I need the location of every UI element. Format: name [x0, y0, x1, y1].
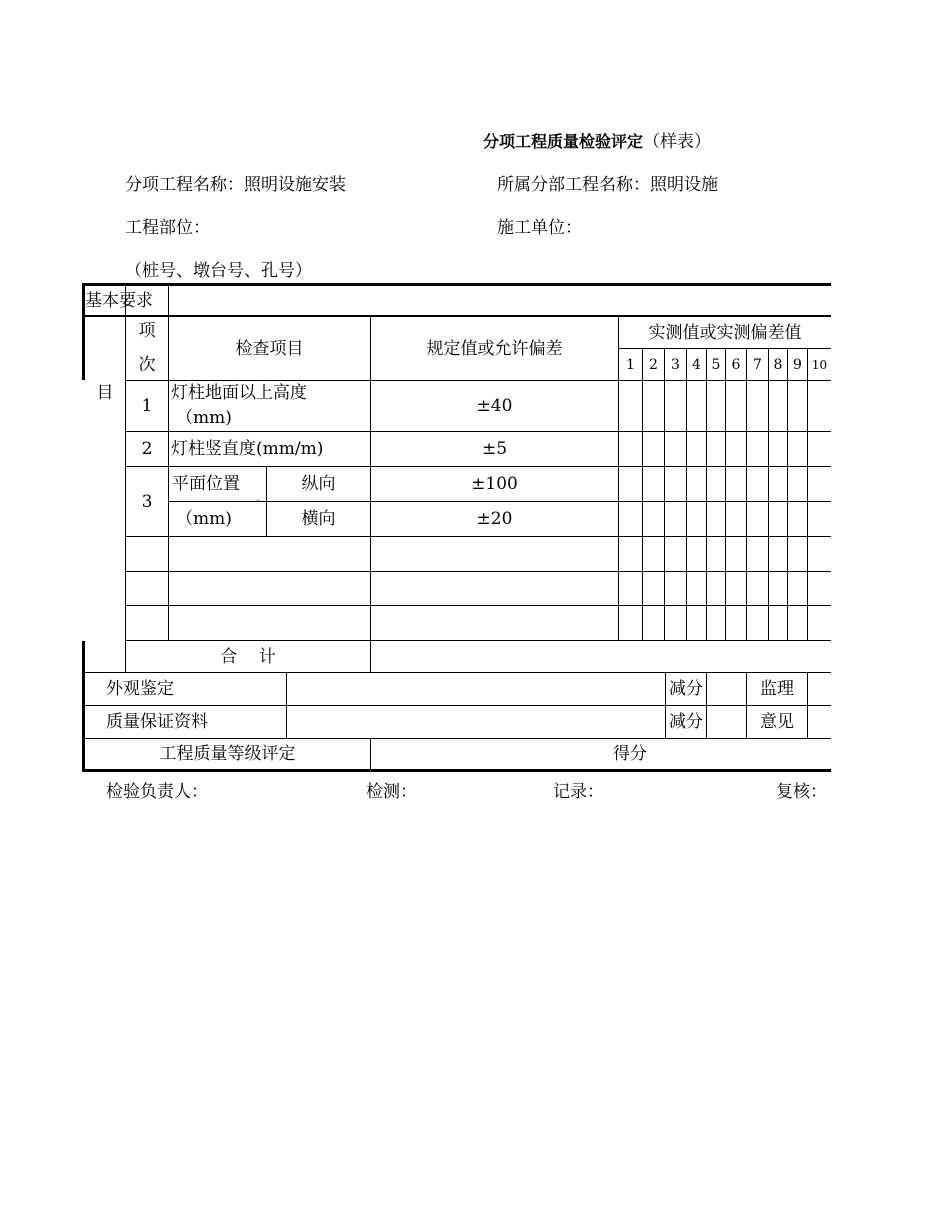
row3-index: 3 [141, 491, 153, 512]
grade-label: 工程质量等级评定 [159, 744, 296, 764]
row2-spec: ±5 [481, 439, 508, 459]
measure-col-5: 5 [711, 356, 721, 373]
title-suffix: （样表） [643, 132, 712, 152]
row2-index: 2 [141, 439, 153, 459]
measure-col-9: 9 [793, 356, 802, 373]
row1-index: 1 [141, 396, 153, 416]
measure-col-10: 10 [811, 357, 828, 372]
row1-item-line1: 灯柱地面以上高度 [171, 383, 307, 403]
side-label: 目 [96, 383, 114, 403]
row1-item-line2: （mm) [176, 408, 232, 428]
supervision-label-line2: 意见 [760, 712, 794, 732]
measure-col-1: 1 [626, 356, 635, 373]
stray-dot [257, 500, 259, 502]
row3-item-line1: 平面位置 [172, 474, 240, 494]
measure-col-2: 2 [649, 356, 658, 373]
col-index-line2: 次 [138, 355, 156, 375]
row3-item-line2: （mm) [176, 509, 232, 529]
location-label: 工程部位： [125, 218, 210, 238]
row3a-spec: ±100 [471, 474, 518, 494]
row2-item: 灯柱竖直度(mm/m) [171, 439, 324, 459]
col-index-line1: 项 [138, 321, 156, 341]
appearance-deduct-label: 减分 [669, 679, 703, 699]
supervision-label-line1: 监理 [760, 679, 794, 699]
row3b-spec: ±20 [476, 509, 513, 529]
basic-requirements-label: 基本要求 [85, 290, 153, 311]
measure-col-6: 6 [731, 356, 741, 373]
measure-col-7: 7 [753, 356, 762, 373]
measure-col-8: 8 [773, 356, 783, 373]
title-text: 分项工程质量检验评定 [483, 132, 644, 151]
inspector-label: 检验负责人： [106, 782, 208, 802]
tester-label: 检测： [366, 782, 417, 802]
parent-name: 所属分部工程名称：照明设施 [497, 175, 718, 195]
contractor-label: 施工单位： [497, 218, 582, 238]
appearance-label: 外观鉴定 [106, 679, 174, 699]
reviewer-label: 复核： [776, 782, 827, 802]
recorder-label: 记录： [553, 782, 604, 802]
score-label: 得分 [613, 744, 647, 764]
page-title [483, 132, 711, 152]
row3b-direction: 横向 [301, 509, 336, 529]
total-label: 合 计 [220, 646, 276, 667]
col-item-header: 检查项目 [235, 338, 304, 359]
measure-col-4: 4 [692, 356, 701, 373]
col-measured-header: 实测值或实测偏差值 [648, 322, 802, 343]
quality-docs-deduct-label: 减分 [669, 712, 703, 732]
measure-col-3: 3 [671, 356, 680, 373]
row1-spec: ±40 [476, 396, 513, 416]
quality-docs-label: 质量保证资料 [106, 712, 208, 732]
col-spec-header: 规定值或允许偏差 [426, 338, 563, 359]
location-hint: （桩号、墩台号、孔号） [125, 261, 312, 281]
row3a-direction: 纵向 [301, 474, 336, 494]
subitem-name: 分项工程名称：照明设施安装 [125, 175, 346, 195]
